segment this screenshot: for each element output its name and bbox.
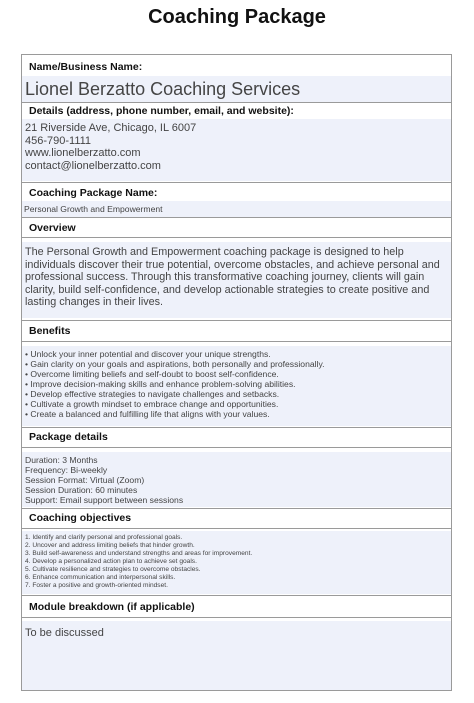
phone-text: 456-790-1111 (25, 134, 92, 147)
divider (22, 217, 451, 218)
list-item: 5. Cultivate resilience and strategies to overcome obstacles. (25, 566, 201, 573)
objectives-label: Coaching objectives (22, 510, 451, 527)
list-item: 6. Enhance communication and interpersonal skills. (25, 574, 176, 581)
support-text: Support: Email support between sessions (25, 495, 184, 505)
divider (22, 102, 451, 103)
divider (22, 341, 451, 342)
frequency-text: Frequency: Bi-weekly (25, 465, 108, 475)
list-item: 1. Identify and clarify personal and professional goals. (25, 534, 183, 541)
package-name-label: Coaching Package Name: (22, 185, 451, 201)
document-title: Coaching Package (148, 6, 326, 28)
session-format-text: Session Format: Virtual (Zoom) (25, 475, 145, 485)
name-label: Name/Business Name: (22, 59, 451, 76)
list-item: • Unlock your inner potential and discover your unique strengths. (25, 349, 271, 359)
divider (22, 528, 451, 529)
list-item: • Create a balanced and fulfilling life that aligns with your values. (25, 409, 270, 419)
module-breakdown-label: Module breakdown (if applicable) (22, 599, 451, 616)
details-field[interactable] (22, 119, 451, 181)
overview-field[interactable]: The Personal Growth and Empowerment coaching package is designed to help individuals discover their true potential, overcome obstacles, and achieve personal and professional success. Through this transformative coaching journey, clients will gain clarity, build self-confidence, and develop actionable strategies to create positive and lasting changes in their lives. (22, 242, 451, 318)
list-item: • Cultivate a growth mindset to embrace change and opportunities. (25, 399, 279, 409)
divider (22, 595, 451, 596)
list-item: 7. Foster a positive and growth-oriented mindset. (25, 582, 168, 589)
divider (22, 237, 451, 238)
website-text: www.lionelberzatto.com (25, 147, 141, 159)
package-details-label: Package details (22, 429, 451, 446)
coaching-package-form (21, 54, 452, 691)
list-item: • Develop effective strategies to navigate challenges and setbacks. (25, 389, 280, 399)
package-name-field[interactable]: Personal Growth and Empowerment (22, 201, 451, 217)
divider (22, 447, 451, 448)
duration-text: Duration: 3 Months (25, 455, 98, 465)
list-item: • Gain clarity on your goals and aspirations, both personally and professionally. (25, 359, 325, 369)
benefits-field[interactable] (22, 346, 451, 426)
module-breakdown-field[interactable]: To be discussed (22, 621, 451, 690)
package-details-field[interactable] (22, 452, 451, 507)
divider (22, 427, 451, 428)
divider (22, 508, 451, 509)
divider (22, 320, 451, 321)
business-name-field[interactable]: Lionel Berzatto Coaching Services (22, 76, 451, 102)
details-label: Details (address, phone number, email, and website): (22, 104, 451, 119)
list-item: 4. Develop a personalized action plan to achieve set goals. (25, 558, 197, 565)
list-item: • Improve decision-making skills and enhance problem-solving abilities. (25, 379, 296, 389)
divider (22, 617, 451, 618)
list-item: 3. Build self-awareness and understand strengths and areas for improvement. (25, 550, 253, 557)
objectives-field[interactable] (22, 531, 451, 594)
session-duration-text: Session Duration: 60 minutes (25, 485, 138, 495)
overview-label: Overview (22, 220, 451, 236)
email-text: contact@lionelberzatto.com (25, 159, 161, 172)
benefits-label: Benefits (22, 323, 451, 340)
divider (22, 182, 451, 183)
list-item: 2. Uncover and address limiting beliefs that hinder growth. (25, 542, 195, 549)
list-item: • Overcome limiting beliefs and self-doubt to boost self-confidence. (25, 369, 279, 379)
address-text: 21 Riverside Ave, Chicago, IL 6007 (25, 122, 197, 134)
